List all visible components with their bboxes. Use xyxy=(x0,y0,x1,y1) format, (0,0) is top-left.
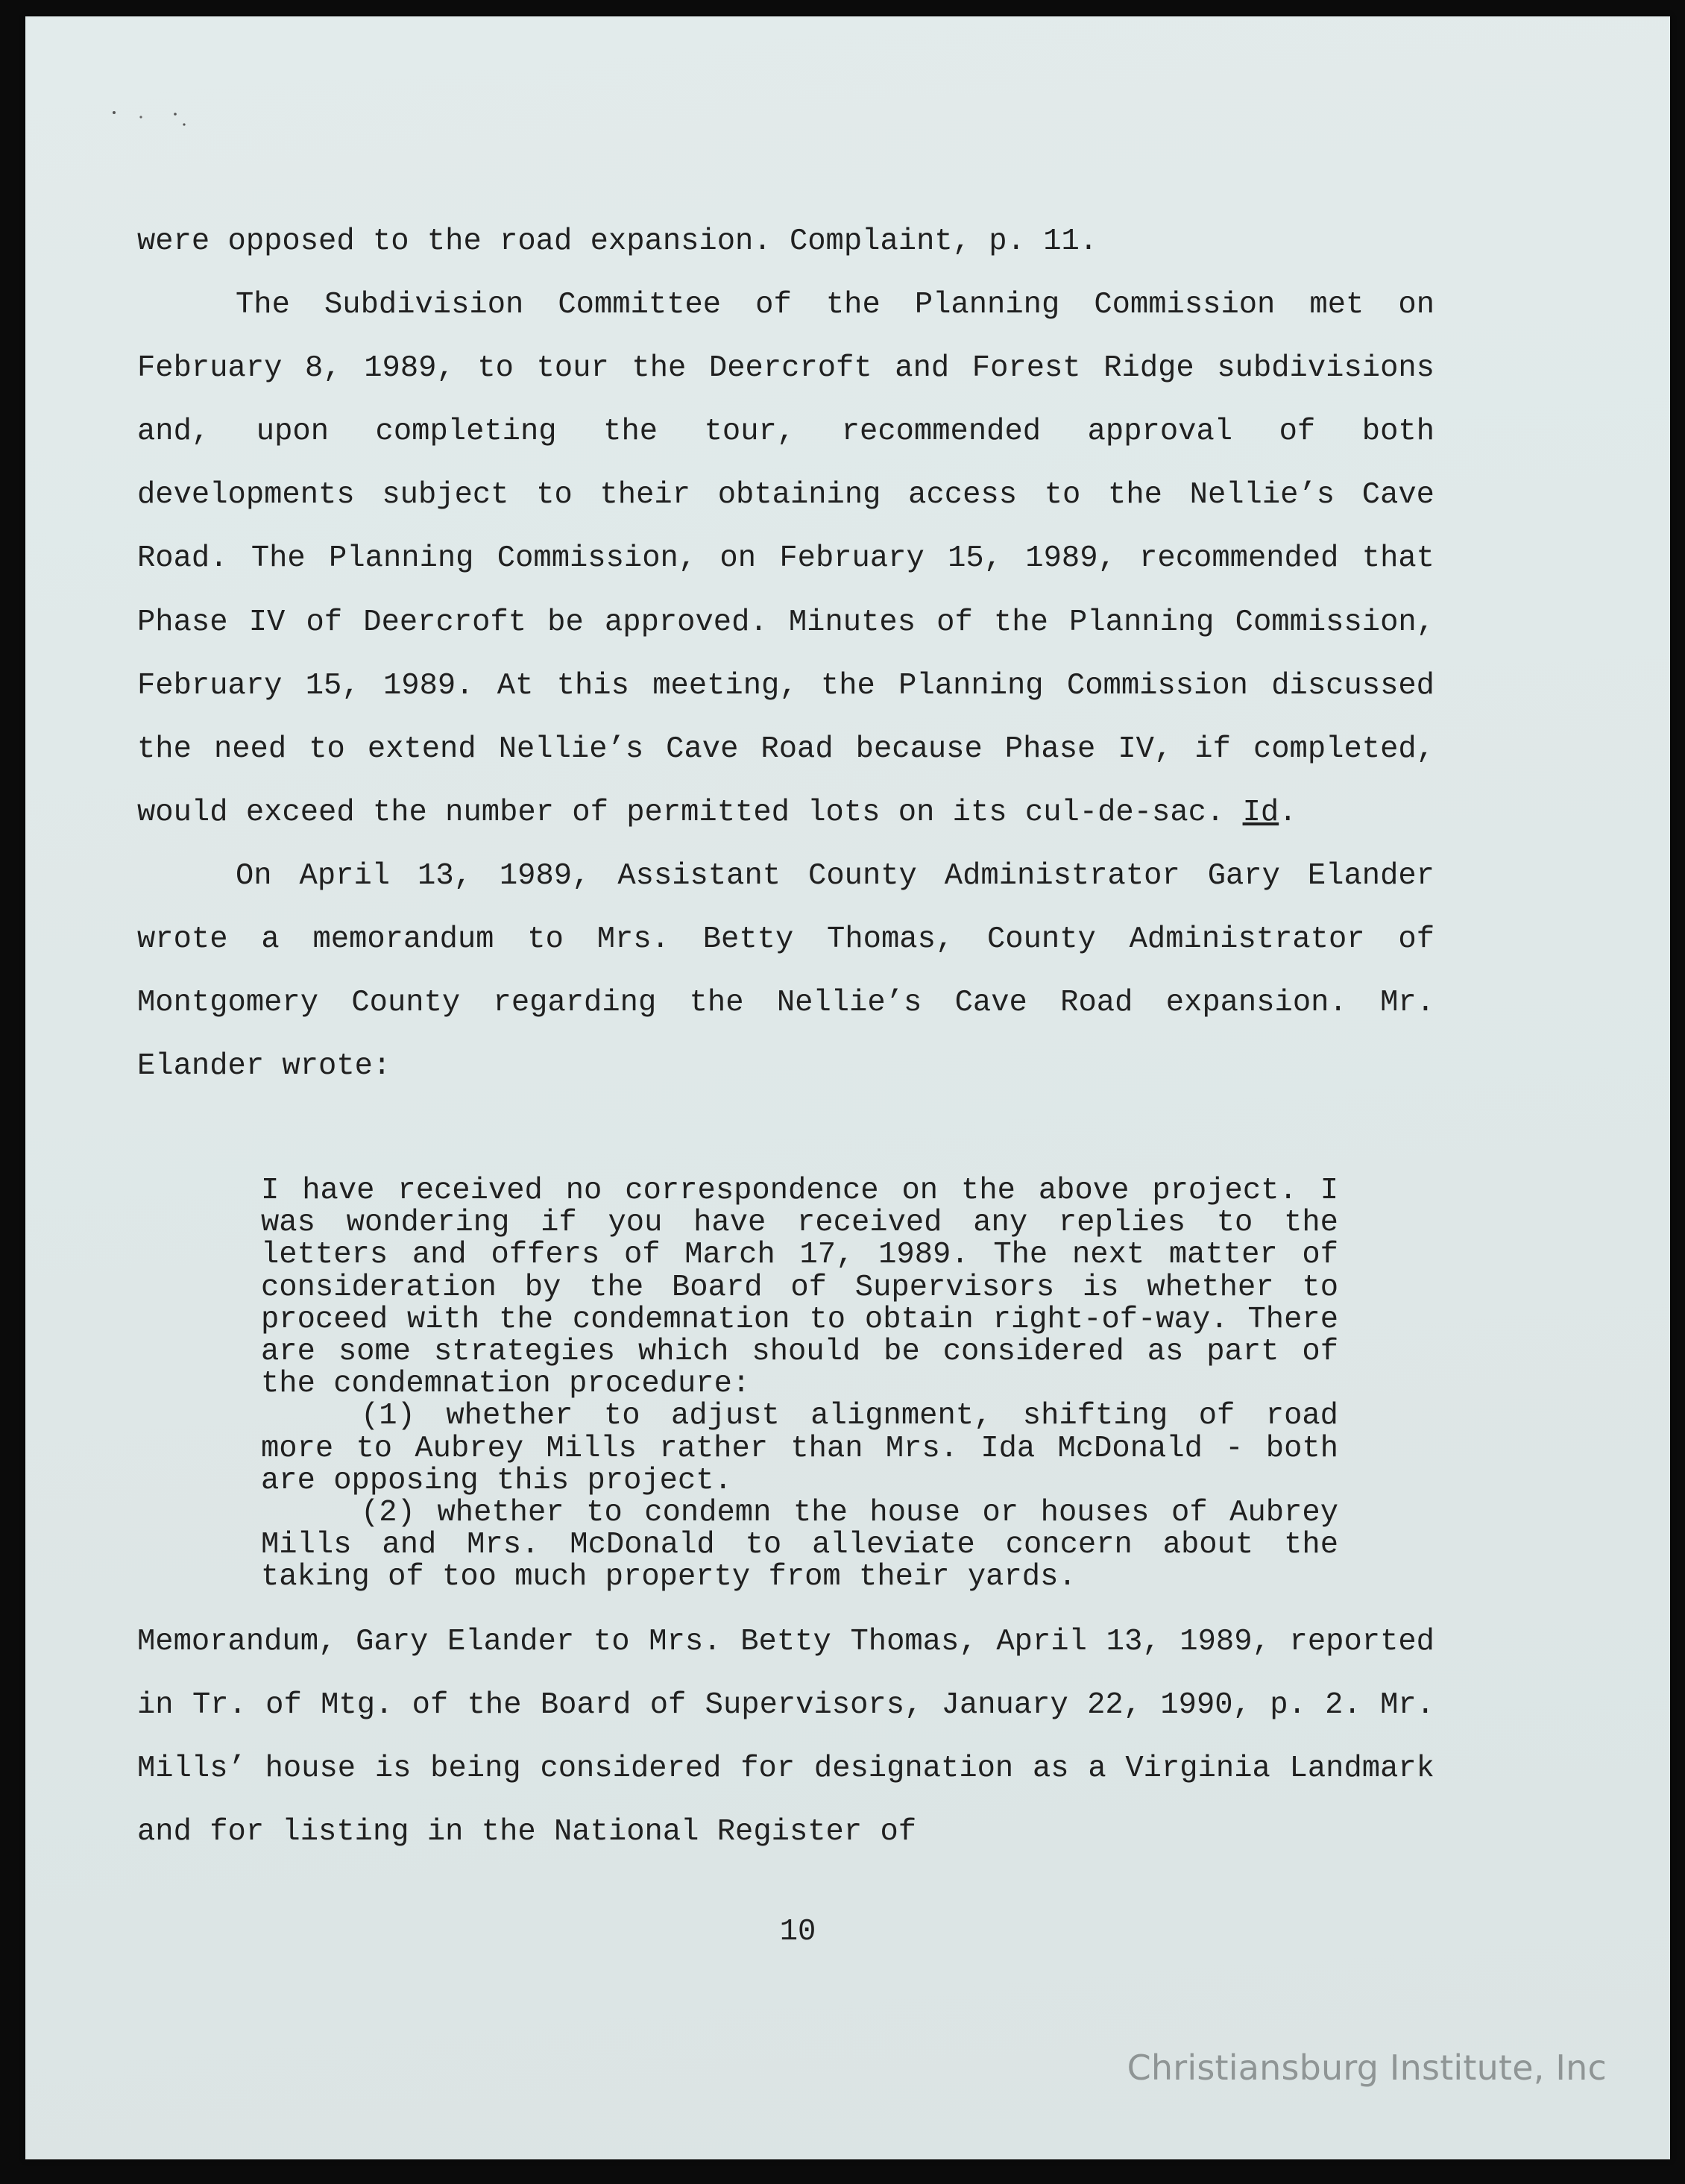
quote-item-2: (2) whether to condemn the house or houses of Aubrey Mills and Mrs. McDonald to alleviate concern about the taking of too much property from their yards. xyxy=(261,1496,1338,1595)
paragraph-opposed: were opposed to the road expansion. Complaint, p. 11. xyxy=(137,224,1098,259)
citation-period: . xyxy=(1279,795,1297,830)
body-text-continued xyxy=(137,1611,1434,1864)
paragraph-memorandum-intro: On April 13, 1989, Assistant County Administrator Gary Elander wrote a memorandum to Mrs. Betty Thomas, County Administrator of Montgomery County regarding the Nellie’s Cave Road expansion. Mr. Elander wrote: xyxy=(137,858,1434,1084)
page-number: 10 xyxy=(779,1915,816,1949)
quote-item-1: (1) whether to adjust alignment, shifting of road more to Aubrey Mills rather than Mrs. Ida McDonald - both are opposing this project. xyxy=(261,1399,1338,1498)
paragraph-memorandum-citation: Memorandum, Gary Elander to Mrs. Betty Thomas, April 13, 1989, reported in Tr. of Mtg. of the Board of Supervisors, January 22, 1990, p. 2. Mr. Mills’ house is being considered for designation as a Virginia Landmark and for listing in the National Register of xyxy=(137,1625,1434,1850)
watermark: Christiansburg Institute, Inc xyxy=(1127,2048,1607,2088)
block-quote xyxy=(261,1175,1338,1594)
paragraph-subdivision-text: The Subdivision Committee of the Planning Commission met on February 8, 1989, to tour the Deercroft and Forest Ridge subdivisions and, upon completing the tour, recommended approval of both developments subject to their obtaining access to the Nellie’s Cave Road. The Planning Commission, on February 15, 1989, recommended that Phase IV of Deercroft be approved. Minutes of the Planning Commission, February 15, 1989. At this meeting, the Planning Commission discussed the need to extend Nellie’s Cave Road because Phase IV, if completed, would exceed the number of permitted lots on its cul-de-sac. xyxy=(137,288,1434,830)
body-text xyxy=(137,210,1434,1110)
paper-specks xyxy=(111,110,215,132)
quote-main: I have received no correspondence on the above project. I was wondering if you have received any replies to the letters and offers of March 17, 1989. The next matter of consideration by the Board of Supervisors is whether to proceed with the condemnation to obtain right-of-way. There are some strategies which should be considered as part of the condemnation procedure: xyxy=(261,1174,1338,1402)
citation-id: Id xyxy=(1242,795,1279,830)
paragraph-subdivision-committee xyxy=(137,274,1434,845)
